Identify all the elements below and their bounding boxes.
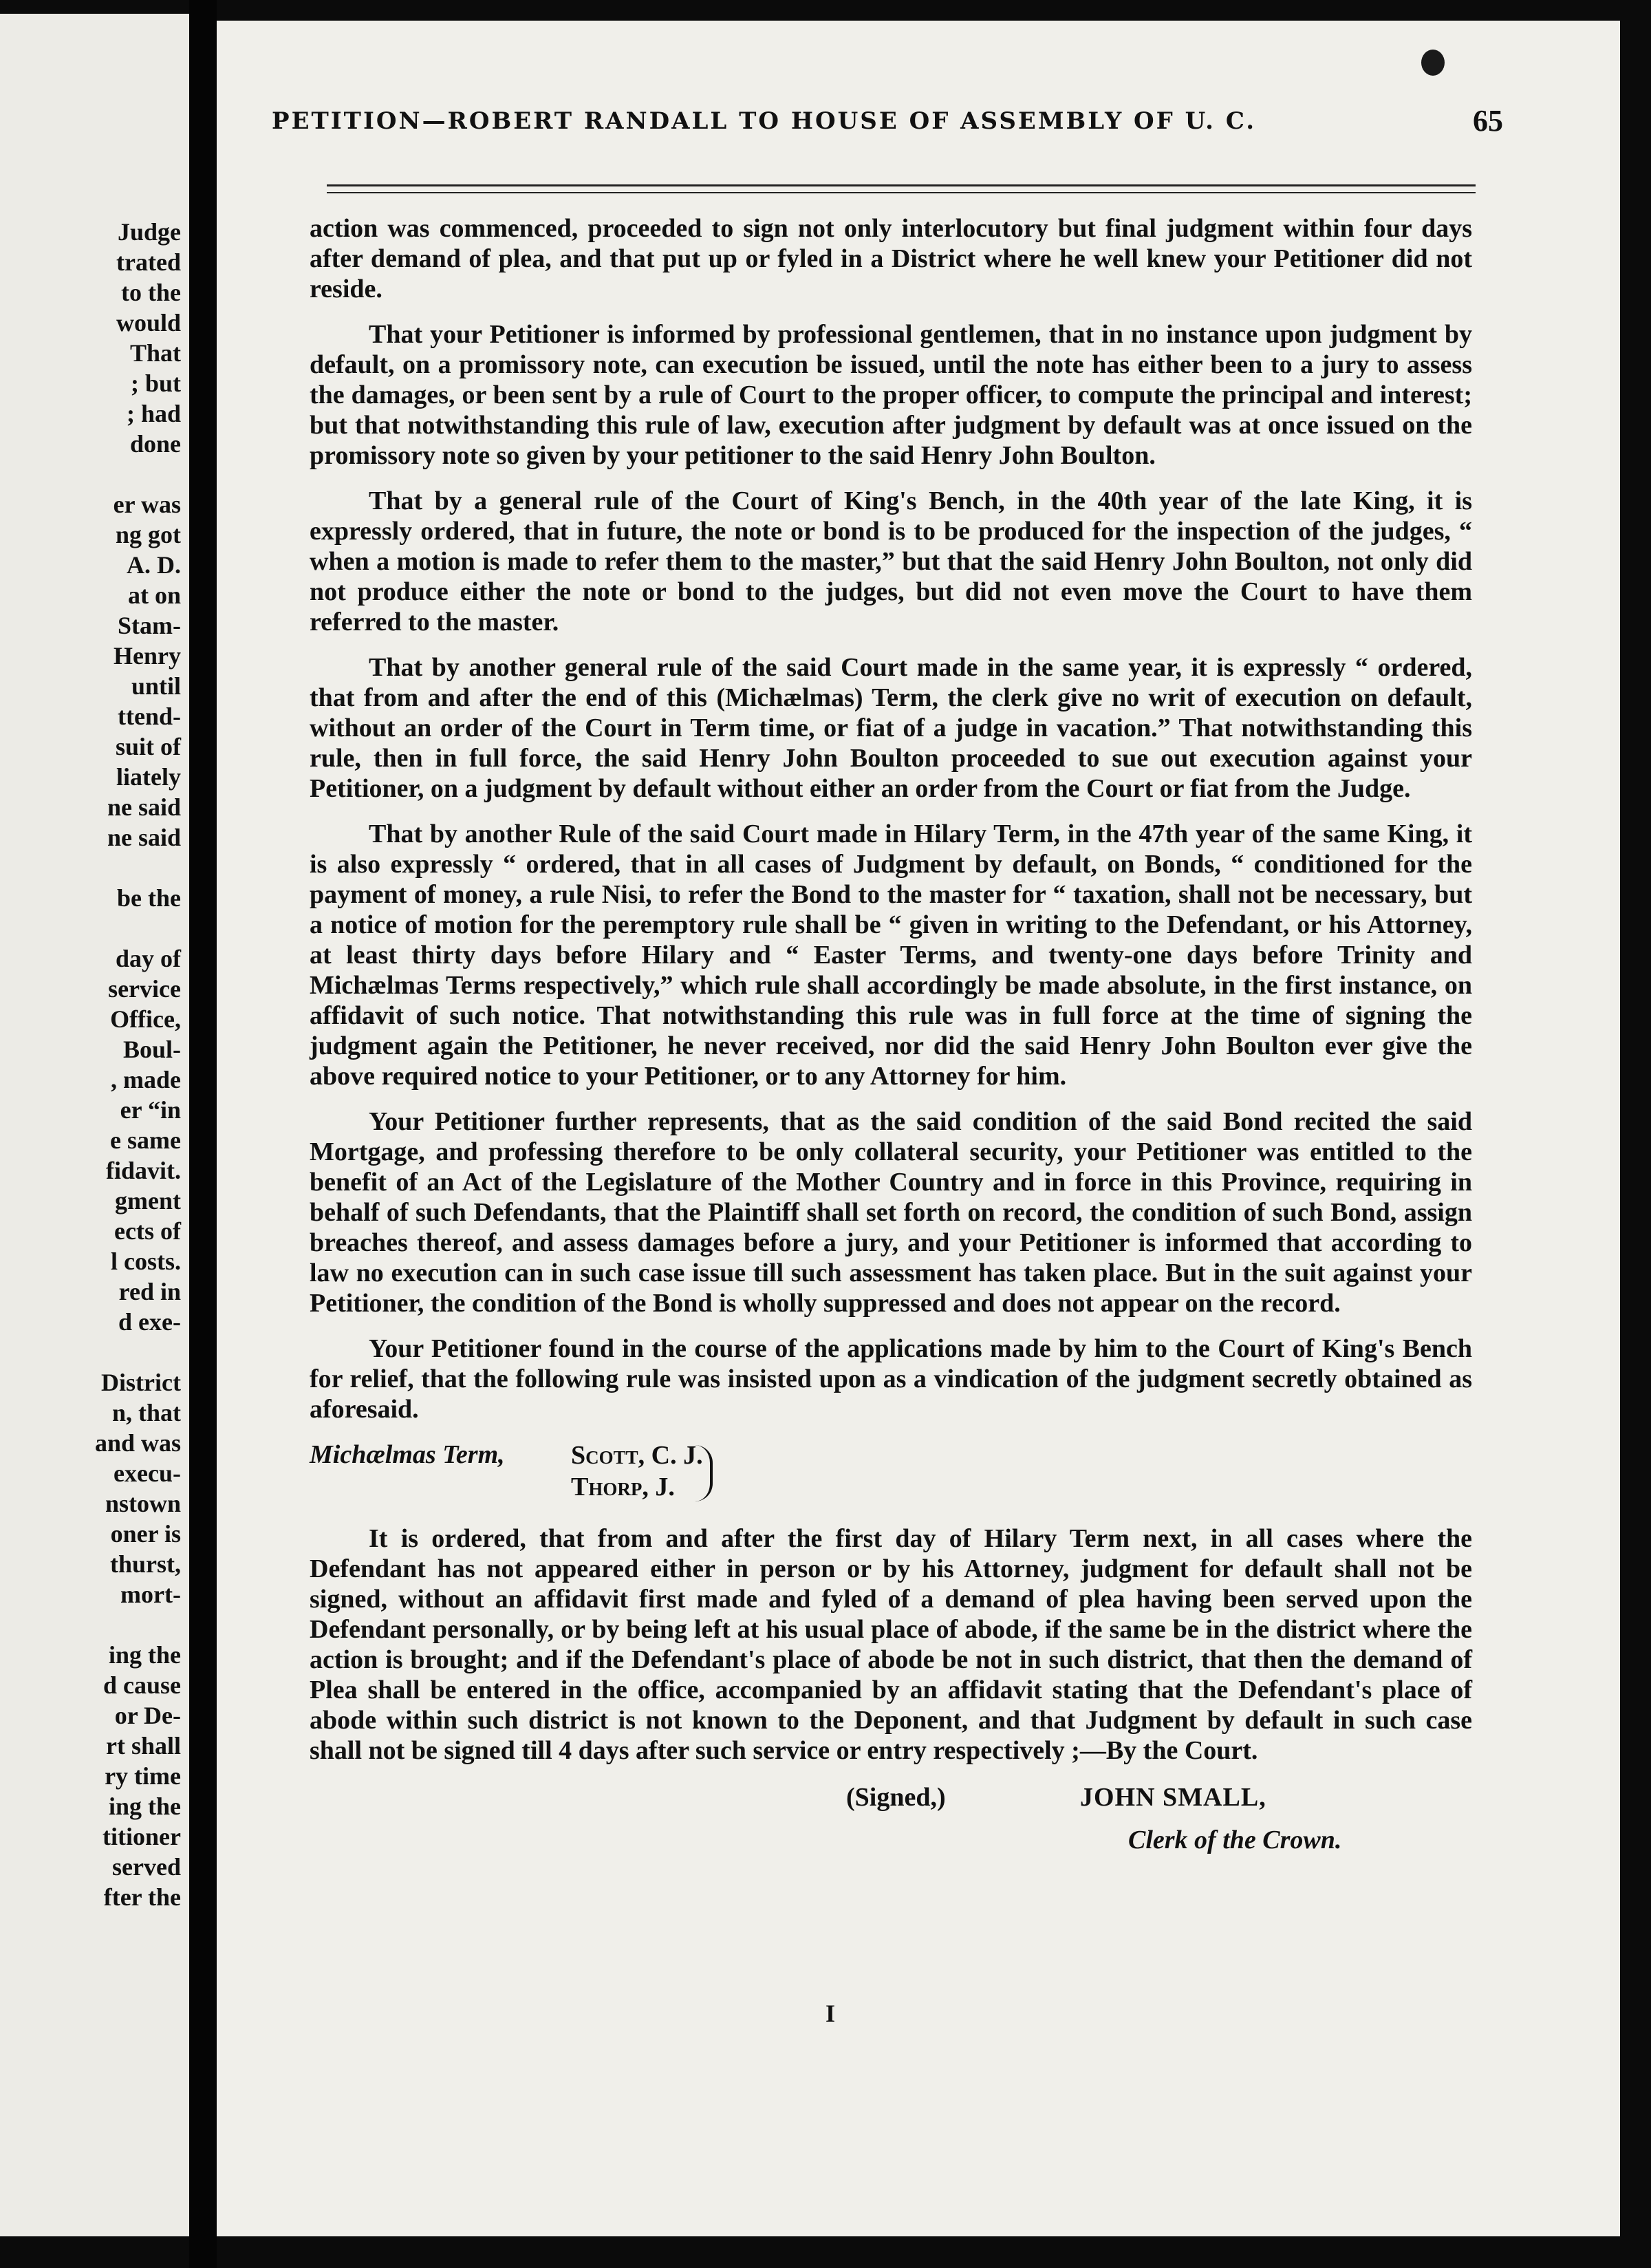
- paragraph: action was commenced, proceeded to sign not only interlocutory but final judgment within four days after demand of plea, and that put up or fyled in a District where he well knew your Petitioner did not reside.: [310, 214, 1472, 303]
- header-title: PETITION—ROBERT RANDALL TO HOUSE OF ASSEMBLY OF U. C.: [272, 107, 1257, 135]
- judge-name: Scott, C. J.: [571, 1441, 703, 1470]
- ink-spot: [1421, 50, 1445, 76]
- paragraph: Your Petitioner further represents, that as the said condition of the said Bond recited the said Mortgage, and professing therefore to be only collateral security, your Petitioner was entitled to the benefit of an Act of the Legislature of the Mother Country and in force in this Province, requiring in behalf of such Defendants, that the Plaintiff shall set forth on record, the condition of such Bond, assign breaches thereof, and assess damages before a jury, and your Petitioner is informed that according to law no execution can in such case issue till such assessment has taken place. But in the suit against your Petitioner, the condition of the Bond is wholly suppressed and does not appear on the record.: [310, 1107, 1472, 1318]
- left-fragment-line: and was: [94, 1429, 181, 1457]
- left-fragment-line: [0, 1609, 181, 1640]
- paragraph: That by a general rule of the Court of King's Bench, in the 40th year of the late King, it is expressly ordered, that in future, the note or bond is to be produced for the inspection of the judges, “ when a motion is made to refer them to the master,” but that the said Henry John Boulton, not only did not produce either the note or bond to the judges, but did not even move the Court to have them referred to the master.: [310, 486, 1472, 636]
- left-fragment-line: ne said: [107, 824, 181, 851]
- left-fragment-line: fter the: [103, 1883, 181, 1911]
- book-gutter: [189, 0, 217, 2268]
- left-fragment-line: ing the: [108, 1793, 181, 1820]
- left-page-text-fragments: [0, 217, 181, 1912]
- left-fragment-line: Boul-: [122, 1036, 181, 1063]
- left-fragment-line: [0, 1337, 181, 1367]
- left-fragment-line: Office,: [110, 1005, 181, 1033]
- header-rule: [327, 184, 1476, 193]
- left-fragment-line: suit of: [115, 733, 181, 760]
- left-fragment-line: to the: [121, 279, 181, 306]
- left-fragment-line: be the: [117, 884, 181, 912]
- left-fragment-line: Stam-: [118, 612, 181, 639]
- court-order-paragraph: It is ordered, that from and after the first day of Hilary Term next, in all cases where the Defendant has not appeared either in person or by his Attorney, judgment for default shall not be signed, without an affidavit first made and fyled of a demand of plea having been served upon the Defendant personally, or by being left at his usual place of abode, if the same be in the district where the action is brought; and if the Defendant's place of abode be not in such district, that then the demand of Plea shall be entered in the office, accompanied by an affidavit stating that the Defendant's place of abode within such district is not known to the Deponent, and that Judgment by default in such case shall not be signed till 4 days after such service or entry respectively ;—By the Court.: [310, 1524, 1472, 1765]
- clerk-name: JOHN SMALL,: [1080, 1783, 1266, 1812]
- left-fragment-line: at on: [127, 581, 181, 609]
- left-fragment-line: done: [129, 430, 181, 458]
- left-fragment-line: er “in: [120, 1096, 181, 1124]
- left-fragment-line: d cause: [102, 1671, 181, 1699]
- left-fragment-line: ; but: [130, 370, 181, 397]
- left-fragment-line: l costs.: [111, 1248, 181, 1275]
- left-fragment-line: d exe-: [118, 1308, 181, 1336]
- left-fragment-line: ng got: [115, 521, 181, 548]
- court-caption: [310, 1440, 1472, 1508]
- page-number: 65: [1473, 104, 1503, 138]
- term-caption: Michælmas Term,: [310, 1440, 505, 1469]
- petition-text: [310, 213, 1472, 1865]
- clerk-title: Clerk of the Crown.: [1128, 1826, 1342, 1854]
- left-fragment-line: er was: [113, 491, 181, 518]
- left-fragment-line: ; had: [126, 400, 181, 427]
- left-fragment-line: day of: [115, 945, 181, 972]
- left-fragment-line: liately: [116, 763, 181, 791]
- left-fragment-line: until: [131, 672, 181, 700]
- paragraph: That by another Rule of the said Court made in Hilary Term, in the 47th year of the same King, it is also expressly “ ordered, that in all cases of Judgment by default, on Bonds, “ conditioned for the payment of money, a rule Nisi, to refer the Bond to the master for “ taxation, shall not be necessary, but a notice of motion for the peremptory rule shall be “ given in writing to the Defendant, or his Attorney, at least thirty days before Hilary and “ Easter Terms, and twenty-one days before Trinity and Michælmas Terms respectively,” which rule shall accordingly be made absolute, in the first instance, on affidavit of such notice. That notwithstanding this rule was in full force at the time of signing the judgment again the Petitioner, he never received, nor did the said Henry John Boulton ever give the above required notice to your Petitioner, or to any Attorney for him.: [310, 820, 1472, 1091]
- left-fragment-line: service: [108, 975, 181, 1003]
- left-fragment-line: gment: [115, 1187, 181, 1215]
- left-fragment-line: Judge: [117, 218, 181, 246]
- left-fragment-line: District: [101, 1369, 181, 1396]
- running-header: [272, 102, 1503, 150]
- judges-list: [571, 1440, 703, 1503]
- left-fragment-line: mort-: [120, 1581, 181, 1608]
- left-fragment-line: ects of: [114, 1217, 181, 1245]
- left-fragment-line: fidavit.: [105, 1157, 181, 1184]
- left-fragment-line: ing the: [108, 1641, 181, 1669]
- left-fragment-line: ttend-: [118, 703, 181, 730]
- left-fragment-line: oner is: [110, 1520, 181, 1548]
- left-fragment-line: A. D.: [127, 551, 181, 579]
- left-fragment-line: rt shall: [105, 1732, 181, 1759]
- left-fragment-line: or De-: [114, 1702, 181, 1729]
- left-fragment-line: ry time: [105, 1762, 181, 1790]
- left-fragment-line: nstown: [105, 1490, 181, 1517]
- brace-mark: [695, 1445, 713, 1501]
- signed-label: (Signed,): [846, 1783, 946, 1812]
- left-fragment-line: thurst,: [109, 1550, 181, 1578]
- paragraph: That your Petitioner is informed by professional gentlemen, that in no instance upon judgment by default, on a promissory note, can execution be issued, until the note has either been to a jury to assess the damages, or been sent by a rule of Court to the proper officer, to compute the principal and interest; but that notwithstanding this rule of law, execution after judgment by default was at once issued on the promissory note so given by your petitioner to the said Henry John Boulton.: [310, 320, 1472, 470]
- left-fragment-line: [0, 459, 181, 489]
- left-fragment-line: n, that: [111, 1399, 181, 1426]
- left-fragment-line: That: [129, 339, 181, 367]
- left-fragment-line: [0, 853, 181, 883]
- left-fragment-line: served: [112, 1853, 181, 1881]
- left-fragment-line: would: [116, 309, 181, 336]
- left-fragment-line: titioner: [102, 1823, 181, 1850]
- left-fragment-line: Henry: [114, 642, 181, 670]
- left-fragment-line: , made: [111, 1066, 181, 1093]
- judge-name: Thorp, J.: [571, 1473, 675, 1501]
- left-fragment-line: red in: [118, 1278, 181, 1305]
- left-fragment-line: e same: [110, 1126, 181, 1154]
- paragraph: That by another general rule of the said Court made in the same year, it is expressly “ ordered, that from and after the end of this (Michælmas) Term, the clerk give no writ of execution on default, without an order of the Court in Term time, or fiat of a judge in vacation.” That notwithstanding this rule, then in full force, the said Henry John Boulton proceeded to sue out execution against your Petitioner, on a judgment by default without either an order from the Court or fiat from the Judge.: [310, 653, 1472, 803]
- scan-border: [1620, 0, 1651, 2268]
- signature-block: [310, 1782, 1472, 1865]
- left-fragment-line: trated: [116, 248, 181, 276]
- signature-mark: I: [826, 2000, 836, 2027]
- left-fragment-line: execu-: [114, 1459, 181, 1487]
- left-fragment-line: ne said: [107, 793, 181, 821]
- left-fragment-line: [0, 913, 181, 943]
- left-page-edge: [0, 14, 189, 2236]
- paragraph: Your Petitioner found in the course of the applications made by him to the Court of King's Bench for relief, that the following rule was insisted upon as a vindication of the judgment secretly obtained as aforesaid.: [310, 1334, 1472, 1424]
